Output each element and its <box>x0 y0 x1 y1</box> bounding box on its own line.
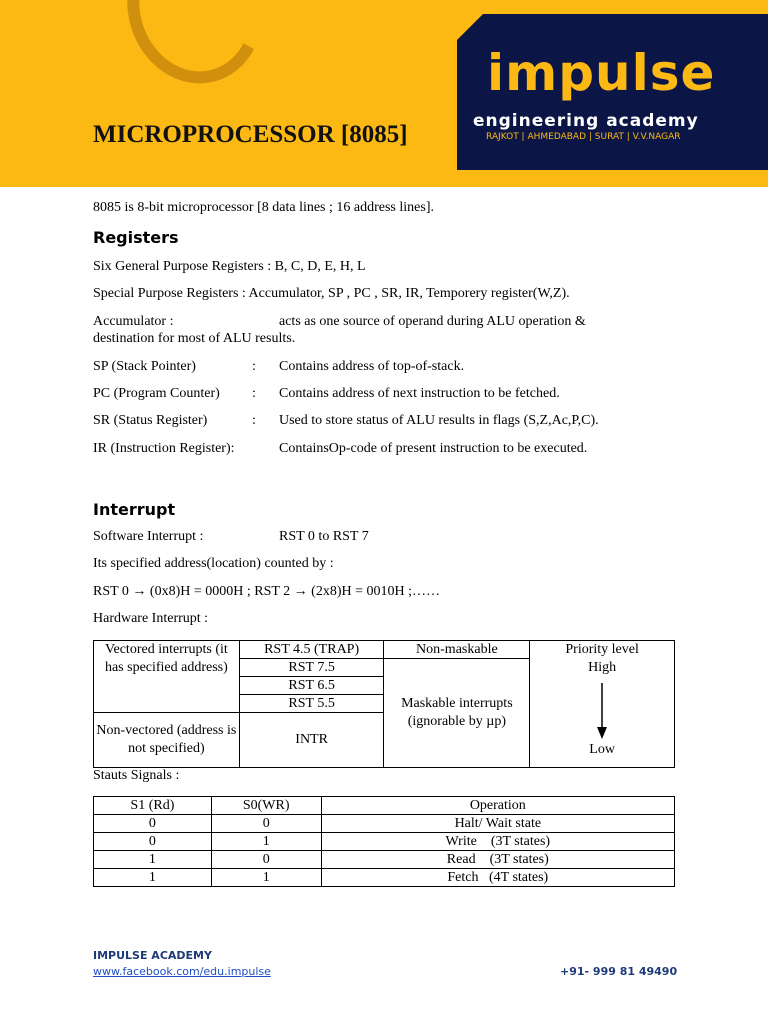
footer-academy: IMPULSE ACADEMY <box>93 949 212 962</box>
address-line: Its specified address(location) counted by : <box>93 556 334 571</box>
register-sep: : <box>252 413 256 428</box>
status-header: S0(WR) <box>211 797 321 815</box>
register-label: SR (Status Register) <box>93 413 208 428</box>
intr-cell: INTR <box>239 713 384 768</box>
decorative-arc <box>110 0 279 99</box>
register-desc: Contains address of top-of-stack. <box>279 359 465 374</box>
non-maskable-cell: Non-maskable <box>384 641 530 659</box>
table-row <box>94 869 675 887</box>
rst-formula: RST 0 → (0x8)H = 0000H ; RST 2 → (2x8)H = 0010H ;…… <box>93 584 441 599</box>
status-header: Operation <box>321 797 674 815</box>
register-desc: Contains address of next instruction to be fetched. <box>279 386 560 401</box>
general-registers: Six General Purpose Registers : B, C, D, E, H, L <box>93 259 366 274</box>
register-sep: : <box>252 359 256 374</box>
footer-facebook-link[interactable] <box>93 965 271 978</box>
accumulator-desc: acts as one source of operand during ALU operation & <box>279 314 586 329</box>
facebook-link-text[interactable]: www.facebook.com/edu.impulse <box>93 965 271 978</box>
s0-cell: 1 <box>211 833 321 851</box>
non-vectored-cell: Non-vectored (address is not specified) <box>94 713 240 768</box>
table-row <box>94 815 675 833</box>
priority-cell <box>530 641 675 768</box>
special-registers: Special Purpose Registers : Accumulator, SP , PC , SR, IR, Temporery register(W,Z). <box>93 286 570 301</box>
status-table <box>93 796 675 887</box>
trap-cell: RST 4.5 (TRAP) <box>239 641 384 659</box>
register-label: PC (Program Counter) <box>93 386 220 401</box>
software-interrupt-label: Software Interrupt : <box>93 529 204 544</box>
operation-cell: Write (3T states) <box>321 833 674 851</box>
priority-label: Priority level <box>565 642 639 657</box>
priority-arrow-icon <box>592 681 612 741</box>
status-heading: Stauts Signals : <box>93 768 180 783</box>
interrupt-heading: Interrupt <box>93 500 176 519</box>
logo-notch <box>457 14 483 40</box>
register-desc: Used to store status of ALU results in flags (S,Z,Ac,P,C). <box>279 413 599 428</box>
priority-low: Low <box>589 742 615 757</box>
accumulator-label: Accumulator : <box>93 314 174 329</box>
software-interrupt-value: RST 0 to RST 7 <box>279 529 369 544</box>
hardware-interrupt-table <box>93 640 675 768</box>
maskable-cell: Maskable interrupts (ignorable by µp) <box>384 659 530 768</box>
footer-phone: +91- 999 81 49490 <box>560 965 678 978</box>
operation-cell: Halt/ Wait state <box>321 815 674 833</box>
rst75-cell: RST 7.5 <box>239 659 384 677</box>
page-title: MICROPROCESSOR [8085] <box>93 121 408 148</box>
priority-high: High <box>588 660 617 675</box>
accumulator-desc-cont: destination for most of ALU results. <box>93 331 296 346</box>
operation-cell: Fetch (4T states) <box>321 869 674 887</box>
s0-cell: 0 <box>211 815 321 833</box>
register-label: IR (Instruction Register): <box>93 441 235 456</box>
s0-cell: 0 <box>211 851 321 869</box>
vectored-cell: Vectored interrupts (it has specified address) <box>94 641 240 713</box>
intro-text: 8085 is 8-bit microprocessor [8 data lines ; 16 address lines]. <box>93 200 434 215</box>
s1-cell: 1 <box>94 869 212 887</box>
rst65-cell: RST 6.5 <box>239 677 384 695</box>
register-label: SP (Stack Pointer) <box>93 359 196 374</box>
s0-cell: 1 <box>211 869 321 887</box>
register-desc: ContainsOp-code of present instruction to be executed. <box>279 441 588 456</box>
table-row <box>94 851 675 869</box>
logo-wordmark: impulse <box>487 44 716 102</box>
register-sep: : <box>252 386 256 401</box>
rst55-cell: RST 5.5 <box>239 695 384 713</box>
operation-cell: Read (3T states) <box>321 851 674 869</box>
hardware-interrupt-label: Hardware Interrupt : <box>93 611 209 626</box>
logo-subtitle: engineering academy <box>473 111 699 131</box>
status-header: S1 (Rd) <box>94 797 212 815</box>
table-row <box>94 833 675 851</box>
s1-cell: 1 <box>94 851 212 869</box>
logo-cities: RAJKOT | AHMEDABAD | SURAT | V.V.NAGAR <box>486 132 681 142</box>
s1-cell: 0 <box>94 815 212 833</box>
s1-cell: 0 <box>94 833 212 851</box>
registers-heading: Registers <box>93 228 179 247</box>
